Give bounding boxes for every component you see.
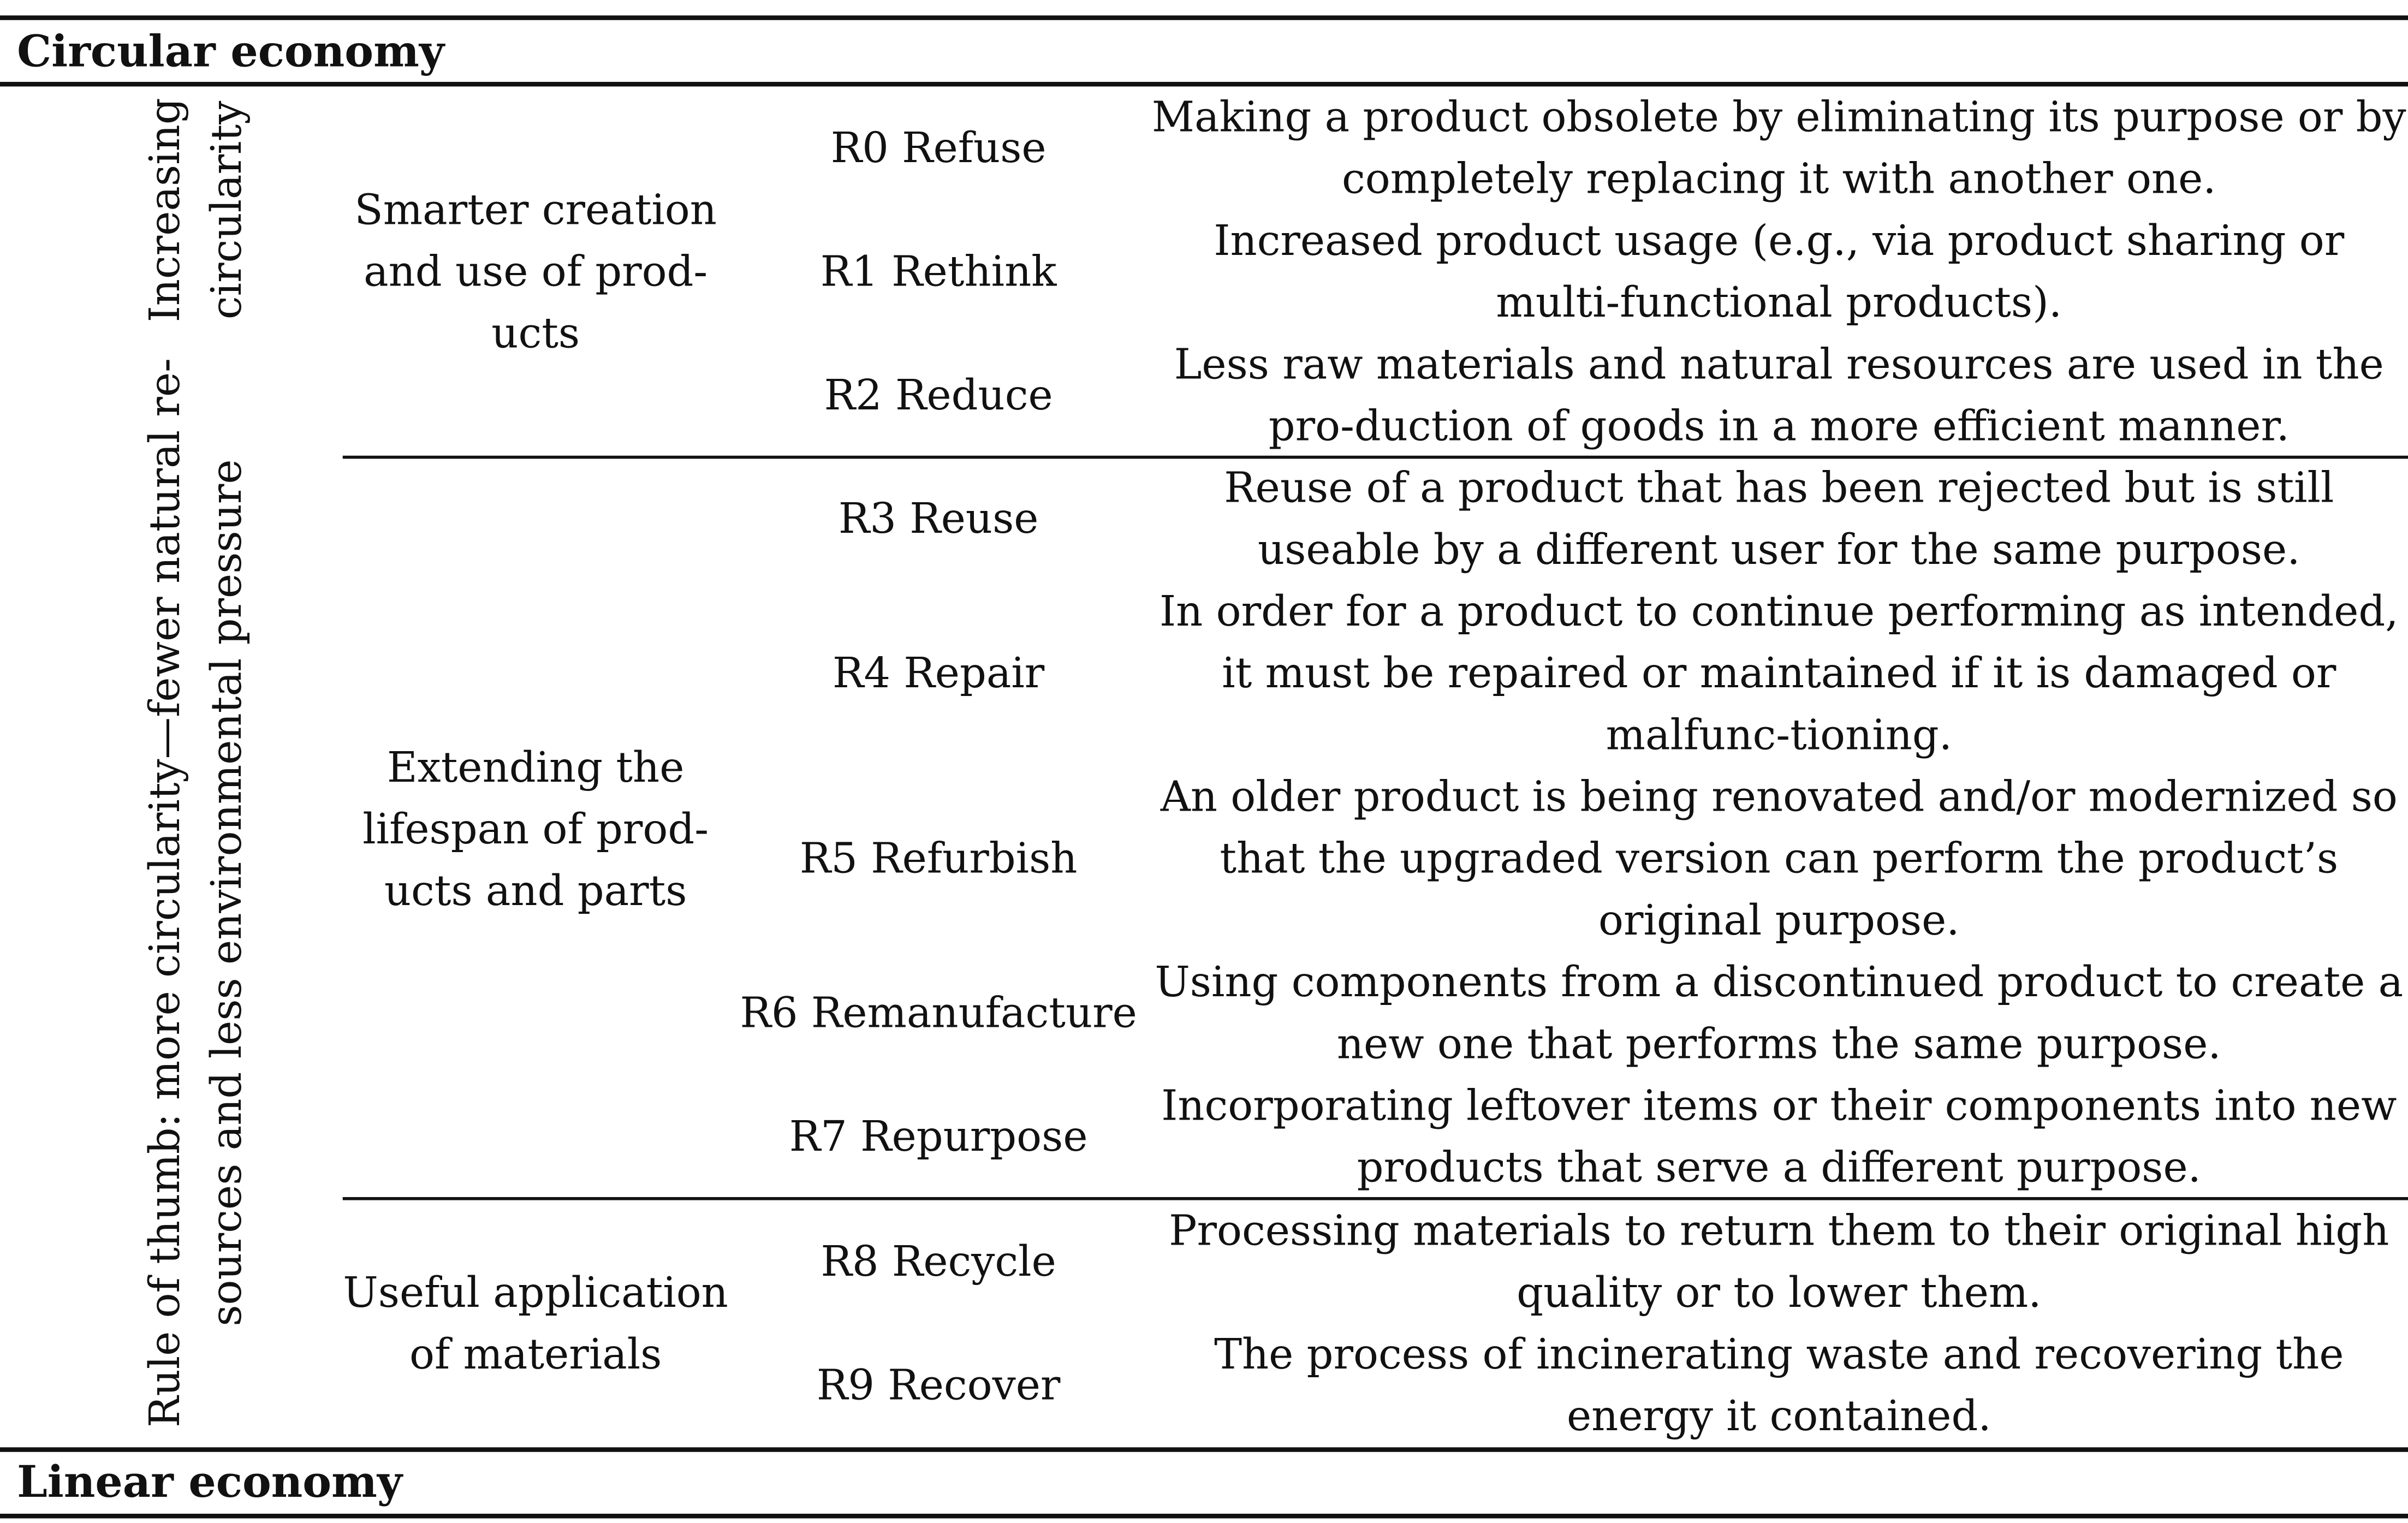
row-code: R0 Refuse [830, 125, 1047, 173]
increasing-line-2: circularity [204, 100, 252, 320]
row-description: Incorporating leftover items or their components into new products that serve a different purpose. [1161, 1082, 2397, 1193]
rule-of-thumb-label [136, 358, 259, 1427]
row-description: In order for a product to continue performing as intended, it must be repaired or maintained if it is damaged or malfunc-tioning. [1160, 588, 2399, 760]
row-description: An older product is being renovated and/or modernized so that the upgraded version can perform the product’s original purpose. [1160, 774, 2398, 945]
row-code: R6 Remanufacture [740, 990, 1137, 1038]
rule-of-thumb-line-1: Rule of thumb: more circularity—fewer natural re- [142, 358, 190, 1428]
bottom-heading-rule [0, 1447, 2408, 1451]
row-code: R1 Rethink [820, 248, 1057, 297]
group-smarter-creation: Smarter creation and use of prod-ucts [354, 187, 717, 359]
row-description: Reuse of a product that has been rejected but is still useable by a different user for the same purpose. [1224, 465, 2334, 575]
row-code: R9 Recover [816, 1362, 1061, 1411]
row-code: R4 Repair [833, 650, 1045, 698]
row-description: The process of incinerating waste and recovering the energy it contained. [1214, 1331, 2344, 1442]
row-description: Less raw materials and natural resources are used in the pro-duction of goods in a more efficient manner. [1174, 341, 2384, 451]
linear-economy-heading: Linear economy [17, 1456, 402, 1508]
top-rule [0, 15, 2408, 20]
increasing-line-1: Increasing [142, 98, 190, 323]
row-description: Processing materials to return them to their original high quality or to lower them. [1169, 1207, 2389, 1318]
heading-rule [0, 82, 2408, 86]
row-description: Using components from a discontinued product to create a new one that performs the same purpose. [1155, 959, 2404, 1069]
row-code: R2 Reduce [824, 372, 1053, 420]
row-code: R8 Recycle [820, 1239, 1056, 1287]
bottom-rule [0, 1514, 2408, 1518]
row-code: R7 Repurpose [789, 1114, 1088, 1162]
group-extending-lifespan: Extending the lifespan of prod-ucts and parts [362, 744, 709, 916]
row-description: Making a product obsolete by eliminating its purpose or by completely replacing it with another one. [1151, 94, 2406, 204]
group-useful-application: Useful application of materials [343, 1269, 728, 1379]
row-description: Increased product usage (e.g., via product sharing or multi-functional products). [1214, 217, 2345, 328]
increasing-circularity-label [136, 98, 259, 322]
row-code: R3 Reuse [838, 496, 1039, 544]
row-code: R5 Refurbish [799, 835, 1078, 884]
rule-of-thumb-line-2: sources and less environmental pressure [204, 459, 252, 1326]
circular-economy-heading: Circular economy [17, 26, 444, 78]
